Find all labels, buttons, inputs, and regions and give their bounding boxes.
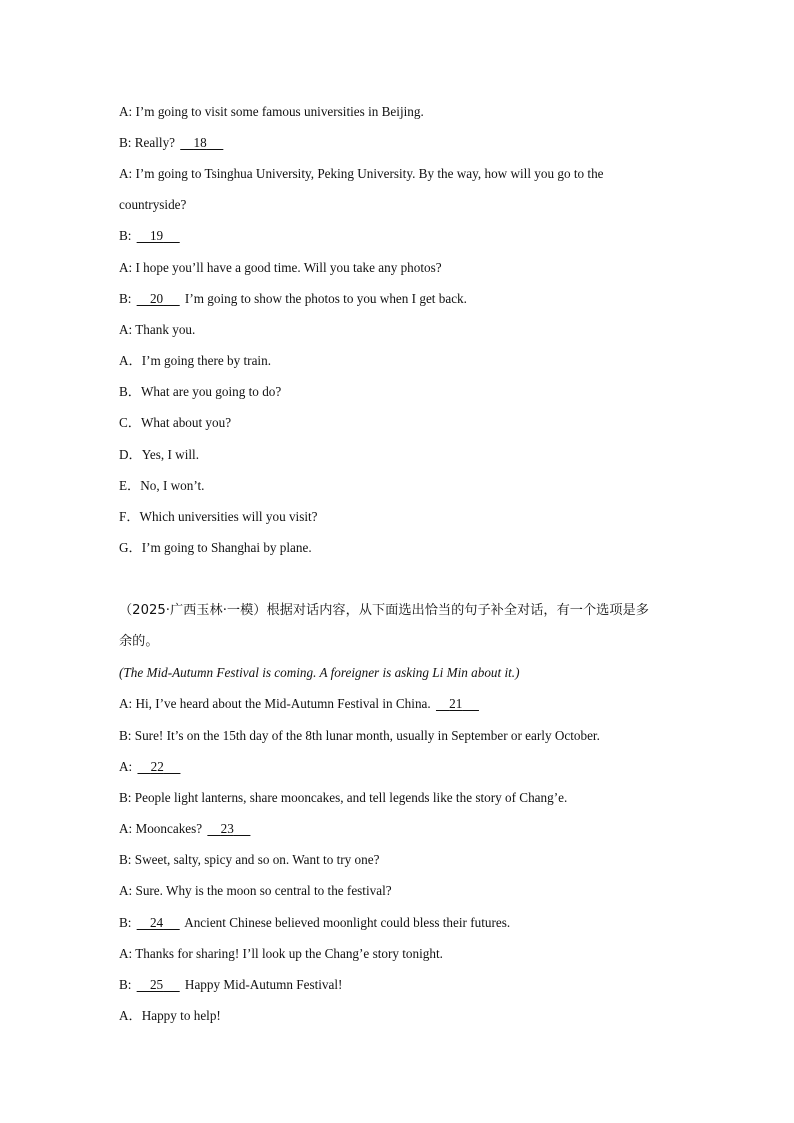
answer-blank-25[interactable]: 25 xyxy=(149,977,164,992)
dialogue-line: B: 19 xyxy=(119,227,182,245)
answer-blank-21[interactable]: 21 xyxy=(449,696,463,711)
dialogue-line: B: Sweet, salty, spicy and so on. Want to try one? xyxy=(119,852,380,867)
option-item: F．Which universities will you visit? xyxy=(119,509,318,524)
answer-blank-23[interactable]: 23 xyxy=(220,821,234,836)
dialogue-line: B: People light lanterns, share mooncakes, and tell legends like the story of Chang’e. xyxy=(119,790,568,805)
option-item: G．I’m going to Shanghai by plane. xyxy=(119,540,312,555)
dialogue-line: A: Hi, I’ve heard about the Mid-Autumn Festival in China. 21 xyxy=(119,695,481,713)
dialogue-line: B: 25 Happy Mid-Autumn Festival! xyxy=(119,977,343,992)
answer-blank-20[interactable]: 20 xyxy=(149,291,164,306)
dialogue-line: countryside? xyxy=(119,197,187,212)
answer-blank-22[interactable]: 22 xyxy=(150,759,164,774)
dialogue-line: B: 24 Ancient Chinese believed moonlight could bless their futures. xyxy=(119,915,511,930)
option-item: A．Happy to help! xyxy=(119,1008,221,1023)
dialogue-line: A: I hope you’ll have a good time. Will you take any photos? xyxy=(119,260,442,275)
answer-blank-24[interactable]: 24 xyxy=(149,915,164,930)
dialogue-line: A: 22 xyxy=(119,758,182,776)
dialogue-line: A: Thank you. xyxy=(119,322,196,337)
dialogue-line: B: Really? 18 xyxy=(119,134,225,152)
option-item: E．No, I won’t. xyxy=(119,478,205,493)
dialogue-line: B: 20 I’m going to show the photos to you when I get back. xyxy=(119,291,467,306)
question-heading: （2025·广西玉林·一模）根据对话内容，从下面选出恰当的句子补全对话，有一个选项是多 xyxy=(119,603,649,618)
question-heading-cont: 余的。 xyxy=(119,634,159,649)
option-item: C．What about you? xyxy=(119,415,232,430)
dialogue-line: A: I’m going to Tsinghua University, Peking University. By the way, how will you go to the xyxy=(119,166,604,181)
option-item: B．What are you going to do? xyxy=(119,384,282,399)
dialogue-line: A: Thanks for sharing! I’ll look up the Chang’e story tonight. xyxy=(119,946,443,961)
dialogue-line: A: Mooncakes? 23 xyxy=(119,820,252,838)
answer-blank-19[interactable]: 19 xyxy=(149,228,164,243)
option-item: D．Yes, I will. xyxy=(119,447,199,462)
dialogue-line: A: I’m going to visit some famous universities in Beijing. xyxy=(119,104,424,119)
dialogue-context: (The Mid-Autumn Festival is coming. A foreigner is asking Li Min about it.) xyxy=(119,665,520,680)
dialogue-line: A: Sure. Why is the moon so central to the festival? xyxy=(119,883,392,898)
option-item: A．I’m going there by train. xyxy=(119,353,271,368)
dialogue-line: B: Sure! It’s on the 15th day of the 8th lunar month, usually in September or early October. xyxy=(119,728,600,743)
answer-blank-18[interactable]: 18 xyxy=(193,135,207,150)
